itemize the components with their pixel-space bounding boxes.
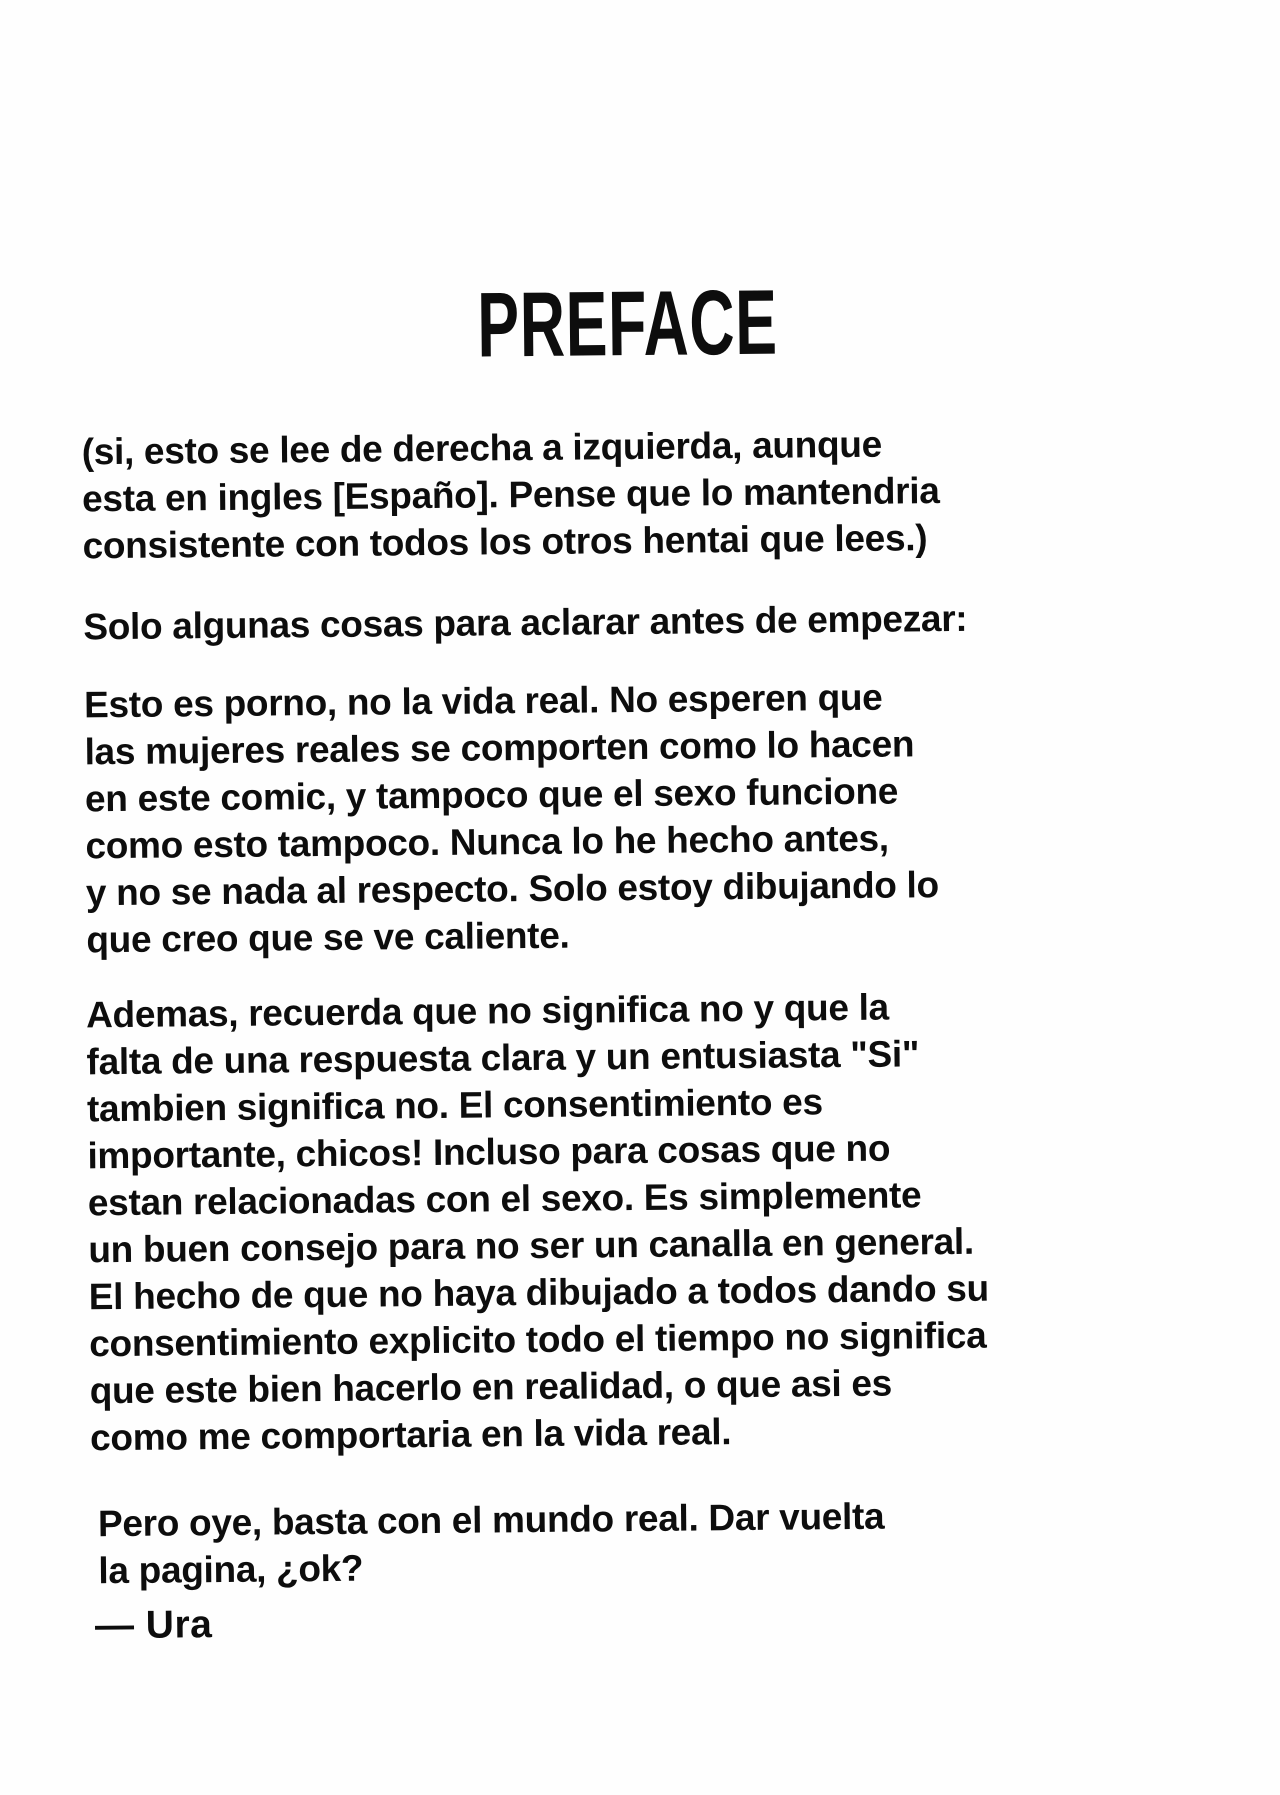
paragraph-intro: Solo algunas cosas para aclarar antes de empezar: [83,597,968,648]
page-title: PREFACE [476,271,779,377]
paragraph-disclaimer: Esto es porno, no la vida real. No esperen que las mujeres reales se comporten como lo hacen en este comic, y tampoco que el sexo funcione como esto tampoco. Nunca lo he hecho antes, y no se nada al respecto. Solo estoy dibujando lo que creo que se ve caliente. [83,676,940,961]
paragraph-consent-note: Ademas, recuerda que no significa no y que la falta de una respuesta clara y un entusiasta "Si" tambien significa no. El consentimiento es importante, chicos! Incluso para cosas que no estan relacionadas con el sexo. Es simplemente un buen consejo para no ser un canalla en general. El hecho de que no haya dibujado a todos dando su consentimiento explicito todo el tiempo no significa que este bien hacerlo en realidad, o que asi es como me comportaria en la vida real. [85,986,990,1459]
signature: — Ura [94,1603,213,1648]
paragraph-closing: Pero oye, basta con el mundo real. Dar vuelta la pagina, ¿ok? [97,1495,885,1592]
paragraph-reading-direction-note: (si, esto se lee de derecha a izquierda, aunque esta en ingles [Españo]. Pense que lo mantendria consistente con todos los otros hentai que lees.) [81,423,940,567]
